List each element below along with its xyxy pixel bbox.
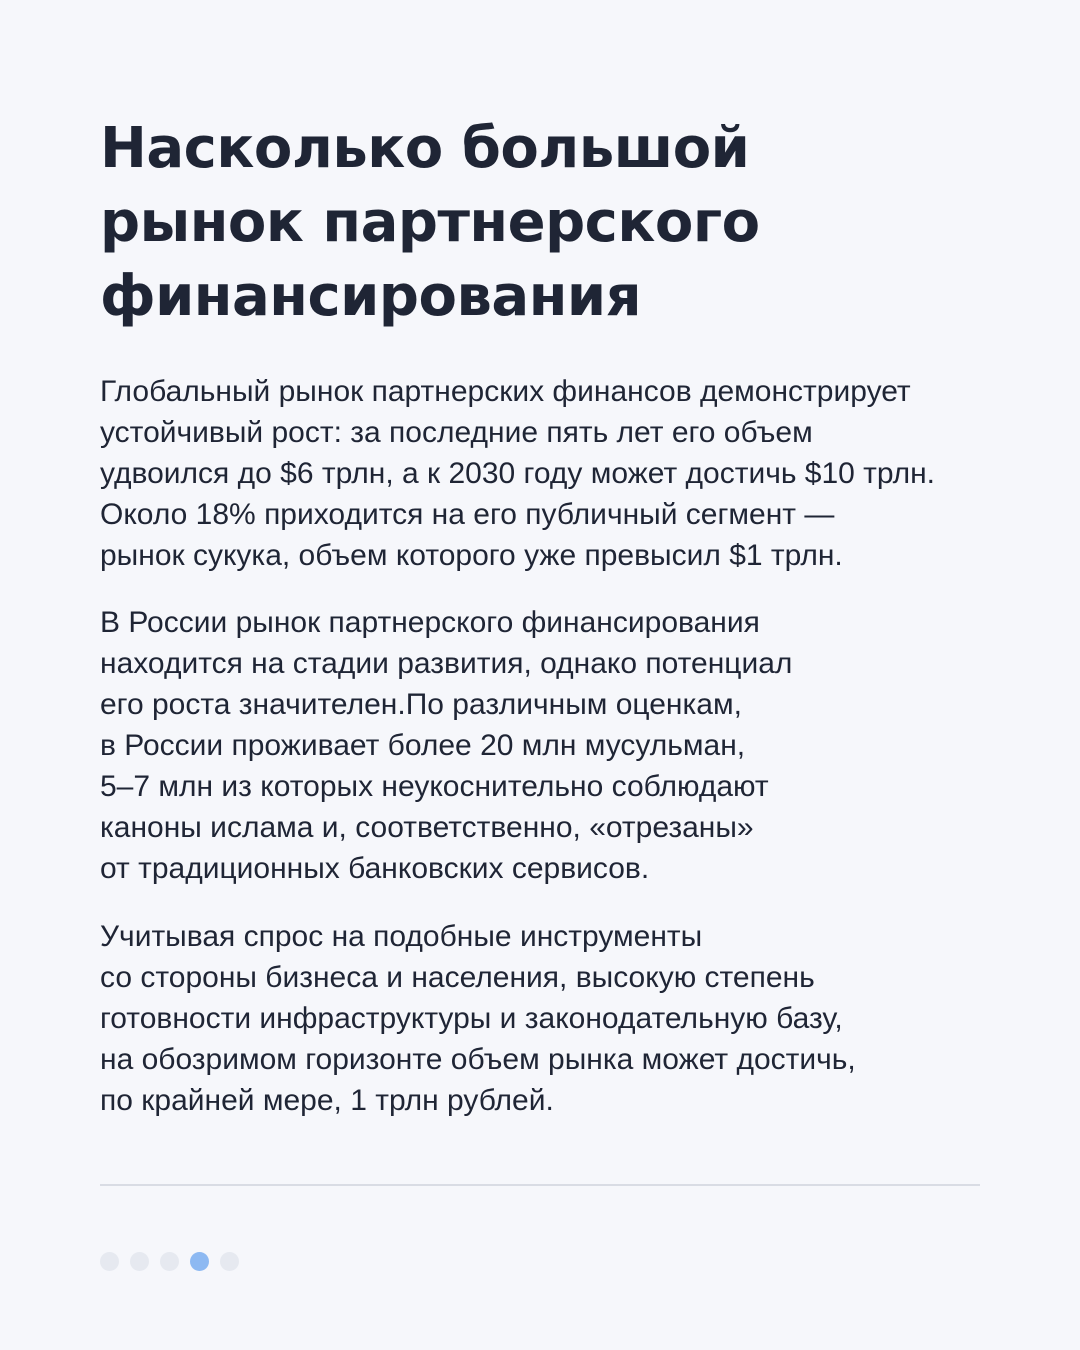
paragraph-line: удвоился до $6 трлн, а к 2030 году может достичь $10 трлн. <box>100 457 935 490</box>
paragraph-market-outlook <box>100 916 1000 1121</box>
pagination-dots <box>100 1252 239 1272</box>
paragraph-line: рынок сукука, объем которого уже превысил $1 трлн. <box>100 539 843 572</box>
paragraph-line: Учитывая спрос на подобные инструменты <box>100 920 703 953</box>
paragraph-line: 5–7 млн из которых неукоснительно соблюдают <box>100 770 769 803</box>
slide-title <box>100 112 1000 334</box>
title-line: рынок партнерского <box>100 190 760 255</box>
pagination-dot[interactable] <box>130 1252 149 1271</box>
paragraph-line: его роста значителен.По различным оценкам, <box>100 688 742 721</box>
paragraph-line: в России проживает более 20 млн мусульман, <box>100 729 746 762</box>
pagination-dot[interactable] <box>160 1252 179 1271</box>
paragraph-line: по крайней мере, 1 трлн рублей. <box>100 1084 554 1117</box>
paragraph-line: Глобальный рынок партнерских финансов демонстрирует <box>100 375 911 408</box>
paragraph-line: со стороны бизнеса и населения, высокую степень <box>100 961 815 994</box>
pagination-dot[interactable] <box>100 1252 119 1271</box>
pagination-dot-active[interactable] <box>190 1252 209 1271</box>
paragraph-russia-market <box>100 602 1000 889</box>
pagination-dot[interactable] <box>220 1252 239 1271</box>
title-line: Насколько большой <box>100 116 750 181</box>
divider <box>100 1184 980 1186</box>
paragraph-line: В России рынок партнерского финансирования <box>100 606 760 639</box>
paragraph-line: от традиционных банковских сервисов. <box>100 852 650 885</box>
paragraph-line: на обозримом горизонте объем рынка может достичь, <box>100 1043 856 1076</box>
paragraph-global-market <box>100 371 1000 576</box>
paragraph-line: устойчивый рост: за последние пять лет его объем <box>100 416 813 449</box>
paragraph-line: находится на стадии развития, однако потенциал <box>100 647 793 680</box>
paragraph-line: готовности инфраструктуры и законодательную базу, <box>100 1002 843 1035</box>
title-line: финансирования <box>100 264 642 329</box>
paragraph-line: Около 18% приходится на его публичный сегмент — <box>100 498 835 531</box>
paragraph-line: каноны ислама и, соответственно, «отрезаны» <box>100 811 754 844</box>
